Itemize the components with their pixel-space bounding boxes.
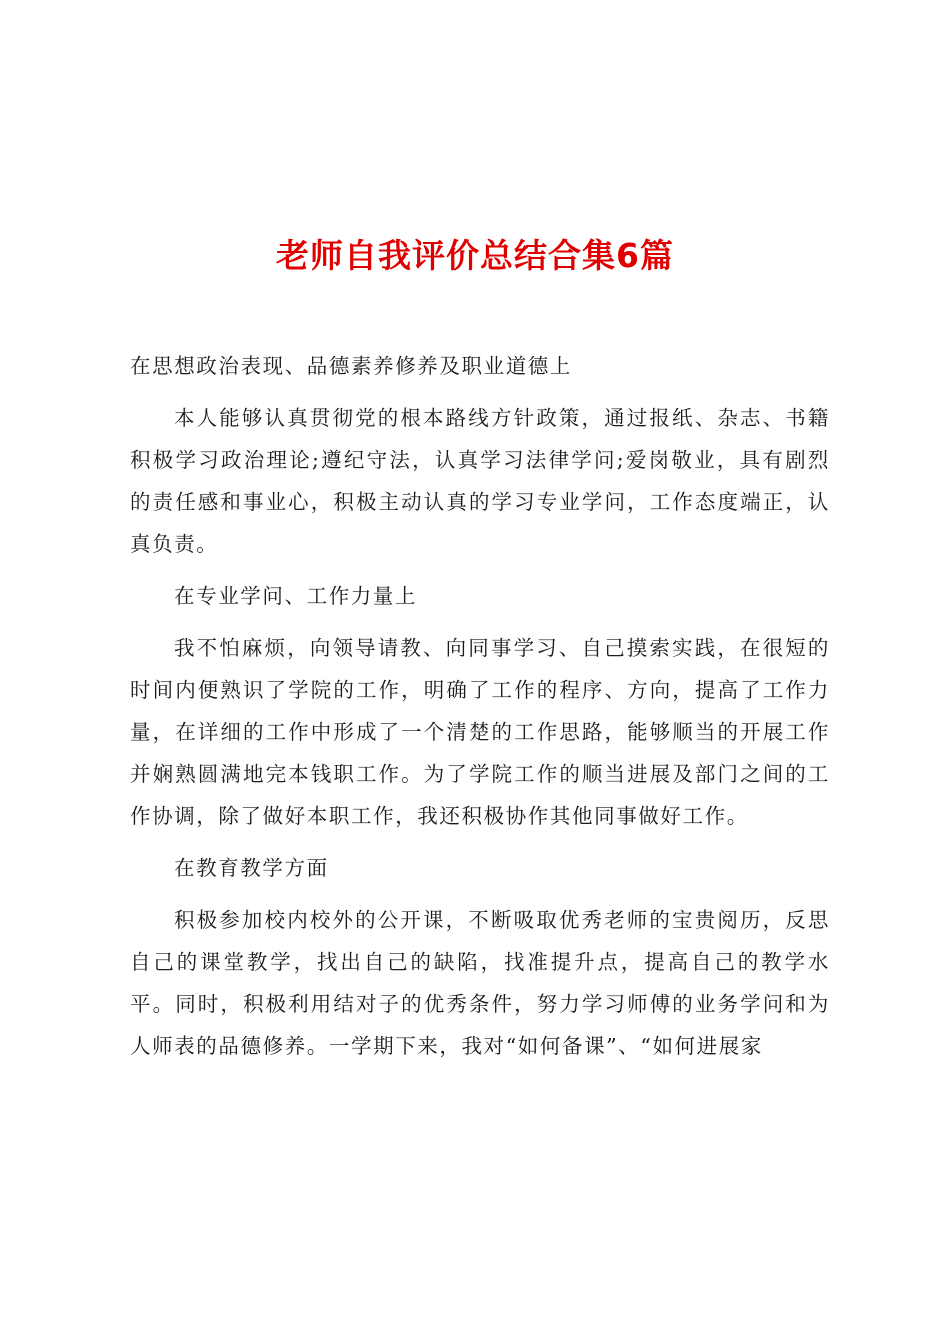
paragraph-teaching: 积极参加校内校外的公开课，不断吸取优秀老师的宝贵阅历，反思自己的课堂教学，找出自己的缺陷，找准提升点，提高自己的教学水平。同时，积极利用结对子的优秀条件，努力学习师傅的业务学问和为人师表的品德修养。一学期下来，我对“如何备课”、“如何进展家 bbox=[130, 908, 830, 1058]
paragraph-moral: 本人能够认真贯彻党的根本路线方针政策，通过报纸、杂志、书籍积极学习政治理论;遵纪守法，认真学习法律学问;爱岗敬业，具有剧烈的责任感和事业心，积极主动认真的学习专业学问，工作态度端正，认真负责。 bbox=[130, 406, 830, 556]
document-body bbox=[130, 345, 830, 1077]
section-heading-teaching: 在教育教学方面 bbox=[174, 856, 329, 880]
section-heading-professional: 在专业学问、工作力量上 bbox=[174, 584, 418, 608]
section-heading-moral: 在思想政治表现、品德素养修养及职业道德上 bbox=[130, 354, 572, 378]
document-title: 老师自我评价总结合集6篇 bbox=[276, 236, 674, 276]
paragraph-professional: 我不怕麻烦，向领导请教、向同事学习、自己摸索实践，在很短的时间内便熟识了学院的工作，明确了工作的程序、方向，提高了工作力量，在详细的工作中形成了一个清楚的工作思路，能够顺当的开展工作并娴熟圆满地完本钱职工作。为了学院工作的顺当进展及部门之间的工作协调，除了做好本职工作，我还积极协作其他同事做好工作。 bbox=[130, 636, 830, 828]
